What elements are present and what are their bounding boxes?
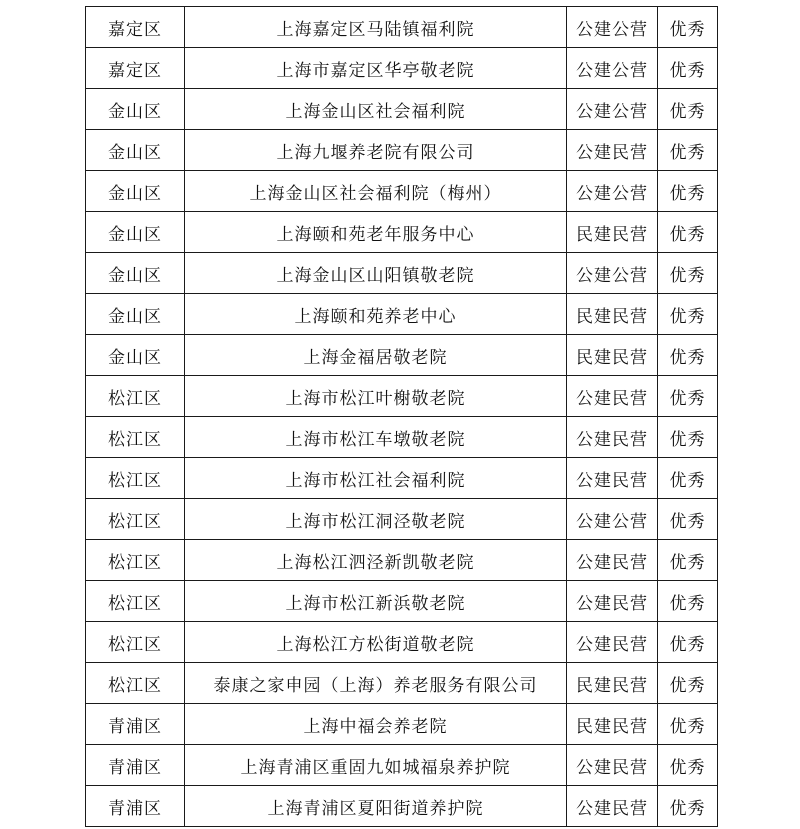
rating-cell: 优秀 (658, 294, 718, 335)
operation-type-cell: 公建民营 (567, 417, 658, 458)
district-cell: 金山区 (86, 89, 185, 130)
district-cell: 金山区 (86, 294, 185, 335)
institution-name-cell: 上海颐和苑老年服务中心 (185, 212, 567, 253)
table-row (86, 130, 718, 171)
table-row (86, 253, 718, 294)
institution-name-cell: 上海市松江洞泾敬老院 (185, 499, 567, 540)
table-row (86, 48, 718, 89)
district-cell: 松江区 (86, 417, 185, 458)
operation-type-cell: 公建公营 (567, 89, 658, 130)
rating-cell: 优秀 (658, 499, 718, 540)
institution-name-cell: 上海金山区社会福利院 (185, 89, 567, 130)
operation-type-cell: 公建民营 (567, 622, 658, 663)
district-cell: 松江区 (86, 581, 185, 622)
institution-name-cell: 上海市松江社会福利院 (185, 458, 567, 499)
rating-cell: 优秀 (658, 745, 718, 786)
rating-cell: 优秀 (658, 581, 718, 622)
operation-type-cell: 民建民营 (567, 335, 658, 376)
table-row (86, 704, 718, 745)
table-row (86, 499, 718, 540)
district-cell: 松江区 (86, 499, 185, 540)
table-row (86, 7, 718, 48)
operation-type-cell: 公建民营 (567, 786, 658, 827)
institution-name-cell: 上海金山区山阳镇敬老院 (185, 253, 567, 294)
rating-cell: 优秀 (658, 253, 718, 294)
district-cell: 金山区 (86, 171, 185, 212)
table-row (86, 458, 718, 499)
table-row (86, 622, 718, 663)
operation-type-cell: 公建公营 (567, 48, 658, 89)
table-row (86, 786, 718, 827)
institution-name-cell: 上海市松江叶榭敬老院 (185, 376, 567, 417)
rating-cell: 优秀 (658, 130, 718, 171)
district-cell: 松江区 (86, 458, 185, 499)
operation-type-cell: 公建公营 (567, 7, 658, 48)
operation-type-cell: 公建民营 (567, 458, 658, 499)
operation-type-cell: 民建民营 (567, 212, 658, 253)
operation-type-cell: 公建民营 (567, 745, 658, 786)
district-cell: 松江区 (86, 376, 185, 417)
district-cell: 青浦区 (86, 786, 185, 827)
operation-type-cell: 民建民营 (567, 294, 658, 335)
table-row (86, 212, 718, 253)
institution-name-cell: 上海青浦区夏阳街道养护院 (185, 786, 567, 827)
rating-cell: 优秀 (658, 786, 718, 827)
rating-cell: 优秀 (658, 48, 718, 89)
institution-name-cell: 上海中福会养老院 (185, 704, 567, 745)
district-cell: 嘉定区 (86, 48, 185, 89)
institution-name-cell: 上海颐和苑养老中心 (185, 294, 567, 335)
operation-type-cell: 公建公营 (567, 253, 658, 294)
rating-cell: 优秀 (658, 622, 718, 663)
district-cell: 青浦区 (86, 745, 185, 786)
institution-name-cell: 上海金山区社会福利院（梅州） (185, 171, 567, 212)
operation-type-cell: 公建公营 (567, 171, 658, 212)
district-cell: 青浦区 (86, 704, 185, 745)
operation-type-cell: 公建公营 (567, 499, 658, 540)
district-cell: 松江区 (86, 663, 185, 704)
institution-table-body (86, 7, 718, 827)
operation-type-cell: 公建民营 (567, 540, 658, 581)
institution-name-cell: 上海市松江车墩敬老院 (185, 417, 567, 458)
rating-cell: 优秀 (658, 540, 718, 581)
district-cell: 松江区 (86, 622, 185, 663)
table-row (86, 89, 718, 130)
rating-cell: 优秀 (658, 89, 718, 130)
rating-cell: 优秀 (658, 704, 718, 745)
institution-name-cell: 上海青浦区重固九如城福泉养护院 (185, 745, 567, 786)
operation-type-cell: 公建民营 (567, 581, 658, 622)
district-cell: 金山区 (86, 212, 185, 253)
district-cell: 松江区 (86, 540, 185, 581)
operation-type-cell: 民建民营 (567, 663, 658, 704)
institution-table (85, 6, 718, 827)
district-cell: 嘉定区 (86, 7, 185, 48)
institution-name-cell: 上海金福居敬老院 (185, 335, 567, 376)
district-cell: 金山区 (86, 130, 185, 171)
table-row (86, 171, 718, 212)
rating-cell: 优秀 (658, 335, 718, 376)
table-row (86, 335, 718, 376)
operation-type-cell: 公建民营 (567, 376, 658, 417)
table-row (86, 745, 718, 786)
institution-name-cell: 上海九堰养老院有限公司 (185, 130, 567, 171)
rating-cell: 优秀 (658, 663, 718, 704)
district-cell: 金山区 (86, 253, 185, 294)
rating-cell: 优秀 (658, 7, 718, 48)
table-row (86, 376, 718, 417)
table-row (86, 540, 718, 581)
institution-name-cell: 上海松江泗泾新凯敬老院 (185, 540, 567, 581)
institution-name-cell: 泰康之家申园（上海）养老服务有限公司 (185, 663, 567, 704)
table-row (86, 581, 718, 622)
institution-name-cell: 上海市松江新浜敬老院 (185, 581, 567, 622)
district-cell: 金山区 (86, 335, 185, 376)
operation-type-cell: 民建民营 (567, 704, 658, 745)
institution-name-cell: 上海市嘉定区华亭敬老院 (185, 48, 567, 89)
rating-cell: 优秀 (658, 417, 718, 458)
table-row (86, 294, 718, 335)
operation-type-cell: 公建民营 (567, 130, 658, 171)
rating-cell: 优秀 (658, 458, 718, 499)
table-row (86, 663, 718, 704)
institution-name-cell: 上海松江方松街道敬老院 (185, 622, 567, 663)
rating-cell: 优秀 (658, 212, 718, 253)
rating-cell: 优秀 (658, 376, 718, 417)
table-row (86, 417, 718, 458)
rating-cell: 优秀 (658, 171, 718, 212)
institution-name-cell: 上海嘉定区马陆镇福利院 (185, 7, 567, 48)
